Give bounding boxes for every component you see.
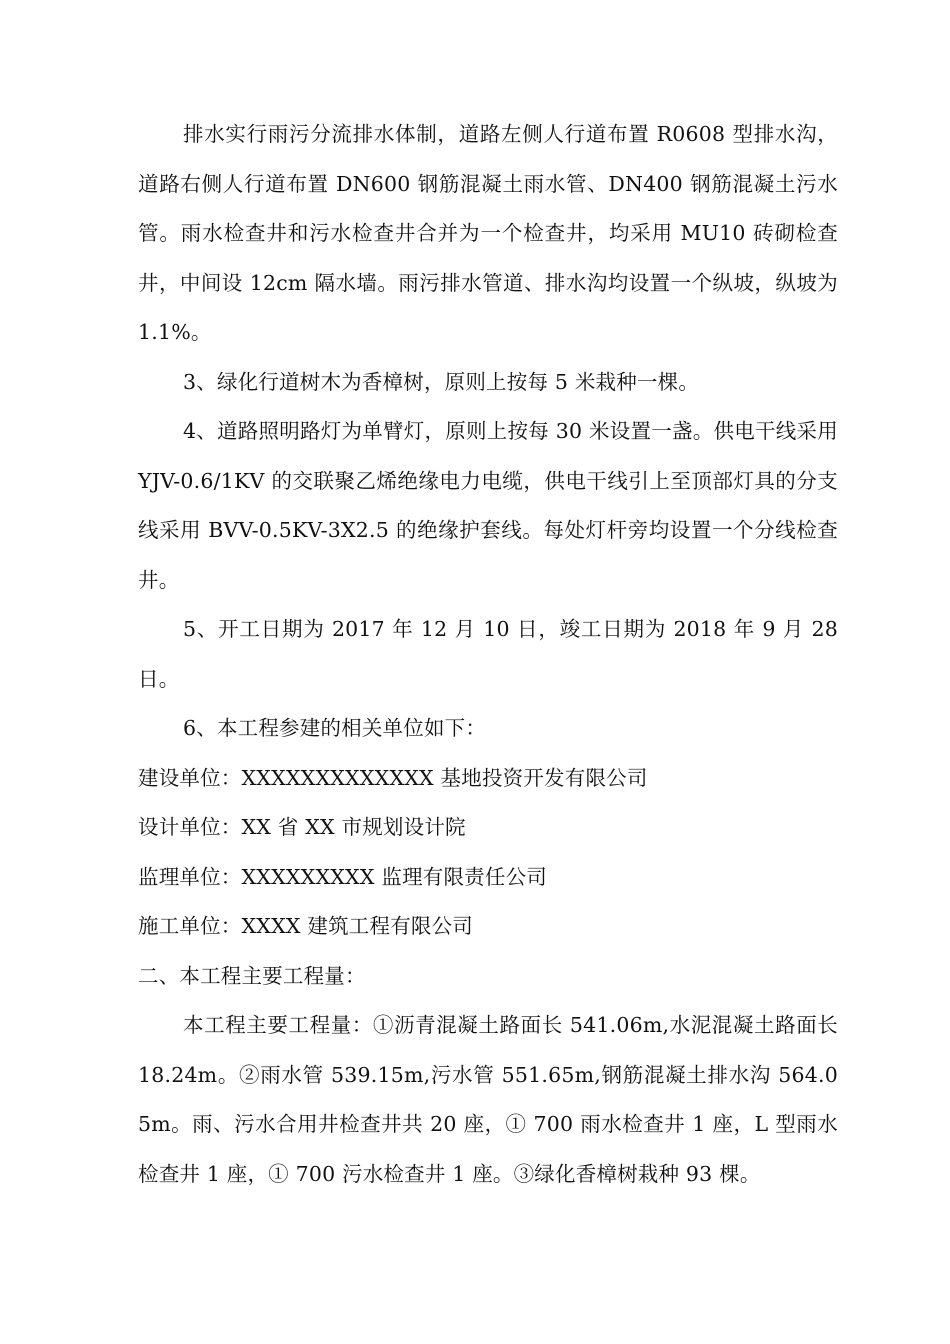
paragraph-schedule: 5、开工日期为 2017 年 12 月 10 日，竣工日期为 2018 年 9 月 28 日。 <box>138 617 838 691</box>
paragraph-contractor-unit: 施工单位：XXXX 建筑工程有限公司 <box>138 914 473 938</box>
document-page <box>138 110 838 1199</box>
paragraph-drainage: 排水实行雨污分流排水体制，道路左侧人行道布置 R0608 型排水沟，道路右侧人行道布置 DN600 钢筋混凝土雨水管、DN400 钢筋混凝土污水管。雨水检查井和污水检查井合并为一个检查井，均采用 MU10 砖砌检查井，中间设 12cm 隔水墙。雨污排水管道、排水沟均设置一个纵坡，纵坡为 1.1%。 <box>138 122 838 344</box>
paragraph-lighting: 4、道路照明路灯为单臂灯，原则上按每 30 米设置一盏。供电干线采用 YJV-0.6/1KV 的交联聚乙烯绝缘电力电缆，供电干线引上至顶部灯具的分支线采用 BVV-0.5KV-3X2.5 的绝缘护套线。每处灯杆旁均设置一个分线检查井。 <box>138 419 838 592</box>
paragraph-construction-unit: 建设单位：XXXXXXXXXXXXX 基地投资开发有限公司 <box>138 765 648 790</box>
paragraph-quantities: 本工程主要工程量：①沥青混凝土路面长 541.06m,水泥混凝土路面长 18.24m。②雨水管 539.15m,污水管 551.65m,钢筋混凝土排水沟 564.05m。雨、污水合用井检查井共 20 座，① 700 雨水检查井 1 座，L 型雨水检查井 1 座，① 700 污水检查井 1 座。③绿化香樟树栽种 93 棵。 <box>138 1013 838 1186</box>
section-heading-quantities: 二、本工程主要工程量： <box>138 963 366 988</box>
paragraph-greening: 3、绿化行道树木为香樟树，原则上按每 5 米栽种一棵。 <box>183 369 700 394</box>
paragraph-supervision-unit: 监理单位：XXXXXXXXX 监理有限责任公司 <box>138 864 547 889</box>
paragraph-participants-heading: 6、本工程参建的相关单位如下： <box>183 716 487 740</box>
paragraph-design-unit: 设计单位：XX 省 XX 市规划设计院 <box>138 815 466 839</box>
